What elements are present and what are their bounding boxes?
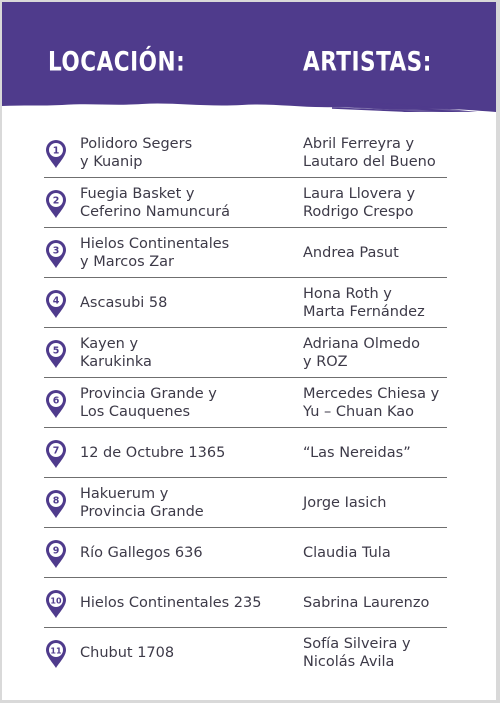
- artists-text: Hona Roth y Marta Fernández: [303, 286, 425, 320]
- artists-text: Abril Ferreyra y Lautaro del Bueno: [303, 136, 436, 170]
- artists-text: Claudia Tula: [303, 545, 391, 561]
- artists-text: Jorge Iasich: [303, 495, 387, 511]
- pin-number: 1: [52, 145, 60, 157]
- pin-number: 4: [52, 295, 60, 307]
- map-pin-icon: [45, 239, 67, 269]
- artists-text: “Las Nereidas”: [303, 445, 411, 461]
- location-text: 12 de Octubre 1365: [80, 445, 226, 461]
- list-item: [2, 178, 496, 228]
- list-item: [2, 578, 496, 628]
- artists-text: Sabrina Laurenzo: [303, 595, 430, 611]
- list-item: [2, 628, 496, 678]
- list-item: [2, 278, 496, 328]
- pin-number: 9: [52, 545, 60, 557]
- pin-number: 11: [50, 646, 62, 656]
- pin-number: 3: [52, 245, 60, 257]
- artists-column-title: ARTISTAS:: [303, 46, 432, 78]
- pin-number: 6: [52, 395, 60, 407]
- location-text: Fuegia Basket y Ceferino Namuncurá: [80, 186, 230, 220]
- map-pin-icon: [45, 589, 67, 619]
- header-banner: [2, 2, 496, 112]
- location-text: Polidoro Segers y Kuanip: [80, 136, 193, 170]
- map-pin-icon: [45, 389, 67, 419]
- map-pin-icon: [45, 189, 67, 219]
- map-pin-icon: [45, 539, 67, 569]
- location-text: Chubut 1708: [80, 645, 175, 661]
- list-item: [2, 378, 496, 428]
- pin-number: 10: [50, 596, 62, 606]
- map-pin-icon: [45, 139, 67, 169]
- list-item: [2, 128, 496, 178]
- list-item: [2, 528, 496, 578]
- list-item: [2, 328, 496, 378]
- map-pin-icon: [45, 439, 67, 469]
- list-item: [2, 478, 496, 528]
- pin-number: 8: [52, 495, 60, 507]
- map-pin-icon: [45, 489, 67, 519]
- pin-number: 5: [52, 345, 60, 357]
- location-text: Hakuerum y Provincia Grande: [80, 486, 204, 520]
- list-item: [2, 228, 496, 278]
- location-text: Provincia Grande y Los Cauquenes: [80, 386, 217, 420]
- artists-text: Mercedes Chiesa y Yu – Chuan Kao: [303, 386, 440, 420]
- map-pin-icon: [45, 289, 67, 319]
- pin-number: 2: [52, 195, 60, 207]
- location-text: Río Gallegos 636: [80, 545, 203, 561]
- artists-text: Sofía Silveira y Nicolás Avila: [303, 636, 411, 670]
- artists-text: Andrea Pasut: [303, 245, 399, 261]
- location-text: Kayen y Karukinka: [80, 336, 152, 370]
- artists-text: Laura Llovera y Rodrigo Crespo: [303, 186, 416, 220]
- locations-card: [2, 2, 496, 700]
- location-text: Hielos Continentales 235: [80, 595, 262, 611]
- location-text: Ascasubi 58: [80, 295, 168, 311]
- location-text: Hielos Continentales y Marcos Zar: [80, 236, 230, 270]
- map-pin-icon: [45, 339, 67, 369]
- artists-text: Adriana Olmedo y ROZ: [303, 336, 420, 370]
- map-pin-icon: [45, 639, 67, 669]
- list-item: [2, 428, 496, 478]
- location-column-title: LOCACIÓN:: [48, 46, 186, 78]
- pin-number: 7: [52, 445, 60, 457]
